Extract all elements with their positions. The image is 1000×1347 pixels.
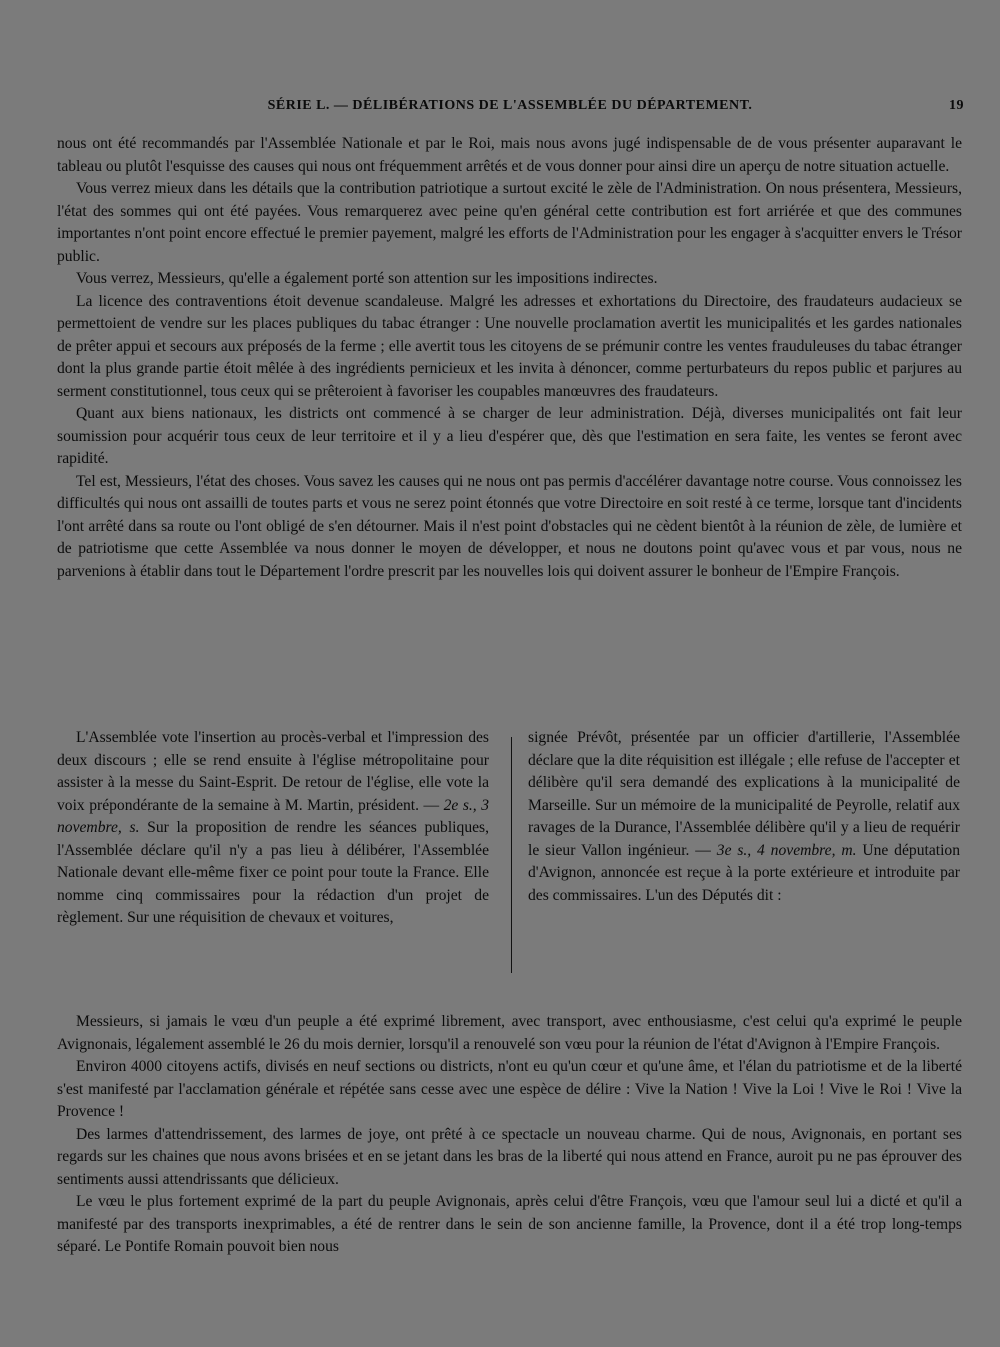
closing-text xyxy=(57,1011,962,1259)
paragraph: Le vœu le plus fortement exprimé de la part du peuple Avignonais, après celui d'être François, vœu que l'amour seul lui a dicté et qu'il a manifesté par des transports inexprimables, a été de rentrer dans le sein de son ancienne famille, la Provence, dont il a été trop long-temps séparé. Le Pontife Romain pouvoit bien nous xyxy=(57,1193,962,1255)
running-header xyxy=(56,98,964,118)
summary-column-left xyxy=(57,727,489,930)
summary-text: Une députation d'Avignon, annoncée est reçue à la porte extérieure et introduite par des commissaires. L'un des Députés dit : xyxy=(528,841,961,904)
paragraph: Tel est, Messieurs, l'état des choses. Vous savez les causes qui ne nous ont pas permis d'accélérer davantage notre course. Vous connoissez les difficultés qui nous ont assailli de toutes parts et vous ne serez point étonnés que votre Directoire en soit resté à ce terme, lorsque tant d'incidents l'ont arrêté dans sa route ou l'ont obligé de s'en détourner. Mais il n'est point d'obstacles qui ne cèdent bientôt à la réunion de zèle, de lumière et de patriotisme que cette Assemblée va nous donner le moyen de développer, et nous ne doutons point qu'avec vous et par vous, nous ne parvenions à établir dans tout le Département l'ordre prescrit par les nouvelles lois qui doivent assurer le bonheur de l'Empire François. xyxy=(57,472,962,580)
session-date: 2e s., 3 novembre, s. xyxy=(57,796,489,836)
paragraph: Vous verrez, Messieurs, qu'elle a également porté son attention sur les impositions indirectes. xyxy=(76,270,658,287)
paragraph: Des larmes d'attendrissement, des larmes de joye, ont prêté à ce spectacle un nouveau charme. Qui de nous, Avignonais, en portant ses regards sur les chaines que nous avons brisées et en se jetant dans les bras de la liberté qui nous attend en France, auroit pu ne pas éprouver des sentiments aussi attendrissants que délicieux. xyxy=(57,1125,962,1188)
paragraph: La licence des contraventions étoit devenue scandaleuse. Malgré les adresses et exhortations du Directoire, des fraudateurs audacieux se permettoient de vendre sur les places publiques du tabac étranger : Une nouvelle proclamation avertit les municipalités et les gardes nationales de prêter appui et secours aux préposés de la ferme ; elle avertit tous les citoyens de se prémunir contre les ventes frauduleuses du tabac étranger dont la plus grande partie étoit mêlée à des ingrédients pernicieux et les invita à dénoncer, comme perturbateurs du repos public et parjures au serment constitutionnel, tous ceux qui se prêteroient à favoriser les coupables manœuvres des fraudateurs. xyxy=(57,292,962,400)
summary-text: signée Prévôt, présentée par un officier d'artillerie, l'Assemblée déclare que la dite réquisition est illégale ; elle refuse de l'accepter et délibère qu'il sera demandé des explications à la municipalité de Marseille. Sur un mémoire de la municipalité de Peyrolle, relatif aux ravages de la Durance, l'Assemblée délibère qu'il y a lieu de requérir le sieur Vallon ingénieur. — xyxy=(528,729,960,859)
paragraph: Environ 4000 citoyens actifs, divisés en neuf sections ou districts, n'ont eu qu'un cœur et qu'une âme, et l'élan du patriotisme et de la liberté s'est manifesté par l'acclamation générale et répétée sans cesse avec une espèce de délire : Vive la Nation ! Vive la Loi ! Vive le Roi ! Vive la Provence ! xyxy=(57,1058,962,1120)
summary-paragraph xyxy=(57,727,489,930)
paragraph: Vous verrez mieux dans les détails que la contribution patriotique a surtout excité le zèle de l'Administration. On nous présentera, Messieurs, l'état des sommes qui ont été payées. Vous remarquerez avec peine qu'en général cette contribution est fort arriérée et que des communes importantes n'ont point encore effectué le premier payement, malgré les efforts de l'Administration pour les engager à s'acquitter envers le Trésor public. xyxy=(57,180,962,265)
header-title: SÉRIE L. — DÉLIBÉRATIONS DE L'ASSEMBLÉE DU DÉPARTEMENT. xyxy=(267,98,753,113)
column-divider xyxy=(511,737,512,973)
summary-text: L'Assemblée vote l'insertion au procès-verbal et l'impression des deux discours ; elle se rend ensuite à l'église métropolitaine pour assister à la messe du Saint-Esprit. De retour de l'église, elle vote la voix prépondérante de la semaine à M. Martin, président. — xyxy=(57,729,489,814)
summary-column-right xyxy=(528,727,960,907)
page-number: 19 xyxy=(949,98,964,113)
paragraph: Messieurs, si jamais le vœu d'un peuple a été exprimé librement, avec transport, avec enthousiasme, c'est celui qu'a exprimé le peuple Avignonais, légalement assemblé le 26 du mois dernier, lorsqu'il a renouvelé son vœu pour la réunion de l'état d'Avignon à l'Empire François. xyxy=(57,1013,962,1053)
session-date: 3e s., 4 novembre, m. xyxy=(716,841,857,859)
summary-paragraph xyxy=(528,727,960,907)
summary-text: Sur la proposition de rendre les séances publiques, l'Assemblée déclare qu'il n'y a pas lieu à délibérer, l'Assemblée Nationale devant elle-même fixer ce point pour toute la France. Elle nomme cinq commissaires pour la rédaction d'un projet de règlement. Sur une réquisition de chevaux et voitures, xyxy=(57,819,490,926)
paragraph: nous ont été recommandés par l'Assemblée Nationale et par le Roi, mais nous avons jugé indispensable de de vous présenter auparavant le tableau ou plutôt l'esquisse des causes qui nous ont fréquemment arrêtés et de vous donner pour ainsi dire un aperçu de notre situation actuelle. xyxy=(57,135,962,175)
paragraph: Quant aux biens nationaux, les districts ont commencé à se charger de leur administration. Déjà, diverses municipalités ont fait leur soumission pour acquérir tous ceux de leur territoire et il y a lieu d'espérer que, dès que l'estimation en sera faite, les ventes se feront avec rapidité. xyxy=(57,405,962,467)
intro-text xyxy=(57,133,962,583)
